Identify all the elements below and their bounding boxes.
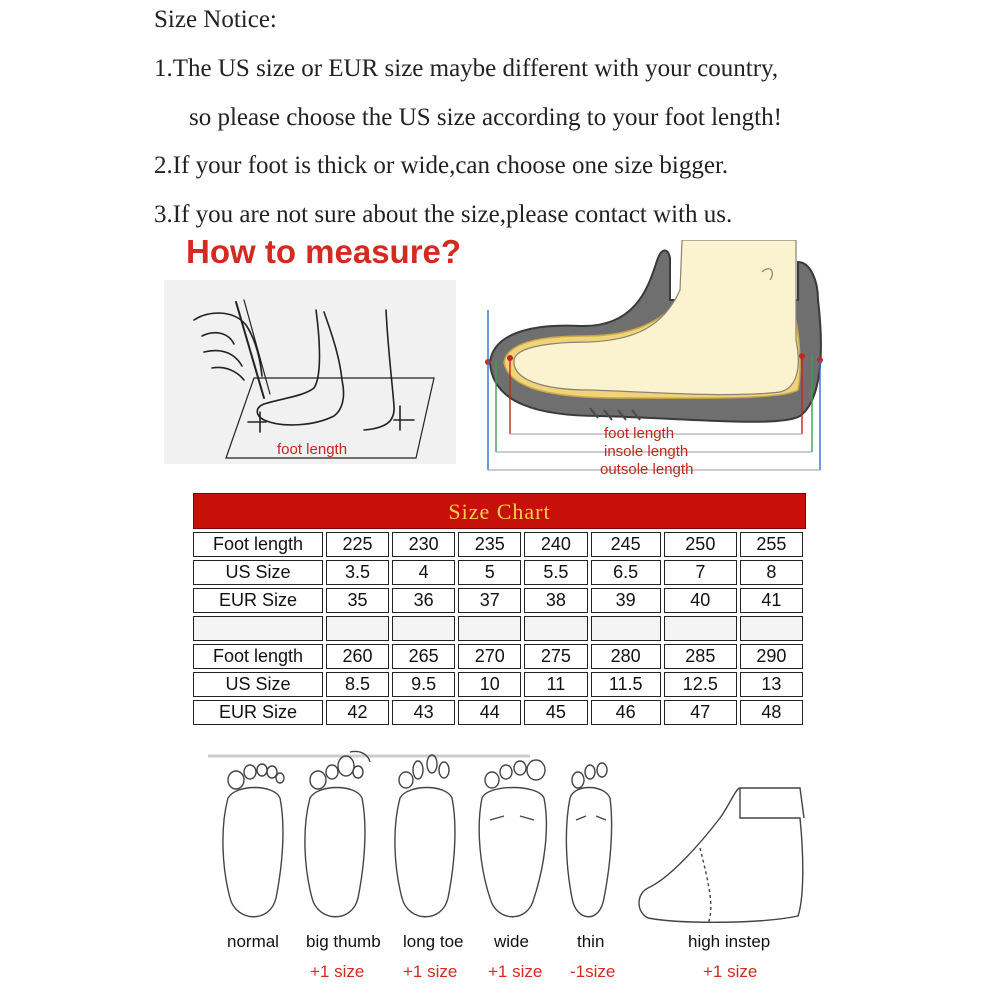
table-cell: 11: [524, 672, 587, 697]
table-cell: 255: [740, 532, 803, 557]
advice-long-toe: +1 size: [403, 962, 458, 981]
table-cell: 12.5: [664, 672, 737, 697]
table-cell: 235: [458, 532, 521, 557]
row-label: Foot length: [193, 644, 323, 669]
table-cell: 9.5: [392, 672, 455, 697]
table-cell: 290: [740, 644, 803, 669]
table-cell: 46: [591, 700, 661, 725]
foot-type-big-thumb: big thumb: [306, 932, 381, 951]
notice-title: Size Notice:: [154, 6, 277, 33]
table-cell: 250: [664, 532, 737, 557]
table-cell: 45: [524, 700, 587, 725]
table-cell: 3.5: [326, 560, 389, 585]
foot-length-label-left: foot length: [277, 441, 348, 458]
foot-on-paper-sketch: [164, 280, 456, 464]
table-cell: 260: [326, 644, 389, 669]
row-label: EUR Size: [193, 588, 323, 613]
table-cell: 43: [392, 700, 455, 725]
table-cell: 8: [740, 560, 803, 585]
table-spacer-row: [193, 616, 803, 641]
advice-big-thumb: +1 size: [310, 962, 365, 981]
table-cell: 265: [392, 644, 455, 669]
outsole-length-label: outsole length: [600, 461, 694, 478]
wide-foot-icon: [479, 760, 546, 917]
table-cell: 40: [664, 588, 737, 613]
table-cell: 285: [664, 644, 737, 669]
shoe-cross-section: [480, 240, 832, 486]
table-cell: 280: [591, 644, 661, 669]
row-label: Foot length: [193, 532, 323, 557]
long-toe-foot-icon: [395, 755, 455, 917]
normal-foot-icon: [223, 764, 284, 917]
notice-line-1: 1.The US size or EUR size maybe different with your country,: [154, 55, 779, 82]
foot-type-normal: normal: [227, 932, 279, 951]
table-cell: 39: [591, 588, 661, 613]
foot-types-sketch: [200, 748, 820, 938]
table-cell: 38: [524, 588, 587, 613]
notice-line-3: 3.If you are not sure about the size,please contact with us.: [154, 201, 733, 228]
table-cell: 4: [392, 560, 455, 585]
table-cell: 47: [664, 700, 737, 725]
table-row: [193, 672, 803, 697]
table-row: [193, 532, 803, 557]
table-row: [193, 644, 803, 669]
foot-type-thin: thin: [577, 932, 605, 951]
row-label: US Size: [193, 672, 323, 697]
row-label: US Size: [193, 560, 323, 585]
shoe-length-diagram: [480, 240, 832, 486]
table-cell: 48: [740, 700, 803, 725]
insole-length-label: insole length: [604, 443, 689, 460]
table-cell: 275: [524, 644, 587, 669]
table-cell: 270: [458, 644, 521, 669]
table-cell: 5: [458, 560, 521, 585]
table-cell: 6.5: [591, 560, 661, 585]
table-cell: 44: [458, 700, 521, 725]
table-cell: 37: [458, 588, 521, 613]
table-cell: 42: [326, 700, 389, 725]
table-cell: 225: [326, 532, 389, 557]
advice-thin: -1size: [570, 962, 616, 981]
table-cell: 13: [740, 672, 803, 697]
table-cell: 11.5: [591, 672, 661, 697]
foot-length-label: foot length: [604, 425, 675, 442]
table-cell: 240: [524, 532, 587, 557]
table-cell: 7: [664, 560, 737, 585]
notice-line-2: 2.If your foot is thick or wide,can choose one size bigger.: [154, 152, 729, 179]
table-cell: 5.5: [524, 560, 587, 585]
table-row: [193, 588, 803, 613]
advice-high-instep: +1 size: [703, 962, 758, 981]
table-cell: 245: [591, 532, 661, 557]
how-to-measure-title: How to measure?: [186, 233, 462, 270]
foot-type-wide: wide: [494, 932, 529, 951]
row-label: EUR Size: [193, 700, 323, 725]
measuring-illustration: [164, 280, 456, 464]
big-thumb-foot-icon: [305, 751, 370, 916]
table-cell: 230: [392, 532, 455, 557]
table-cell: 10: [458, 672, 521, 697]
table-cell: 41: [740, 588, 803, 613]
foot-type-high-instep: high instep: [688, 932, 771, 951]
advice-wide: +1 size: [488, 962, 543, 981]
table-row: [193, 700, 803, 725]
thin-foot-icon: [566, 763, 611, 917]
notice-line-1-continued: so please choose the US size according to your foot length!: [189, 104, 782, 131]
size-chart-title: Size Chart: [193, 493, 806, 529]
table-cell: 35: [326, 588, 389, 613]
high-instep-foot-icon: [639, 788, 804, 924]
size-chart: [193, 493, 806, 728]
table-cell: 8.5: [326, 672, 389, 697]
size-chart-table: [190, 529, 806, 728]
table-row: [193, 560, 803, 585]
foot-type-long-toe: long toe: [403, 932, 464, 951]
table-cell: 36: [392, 588, 455, 613]
